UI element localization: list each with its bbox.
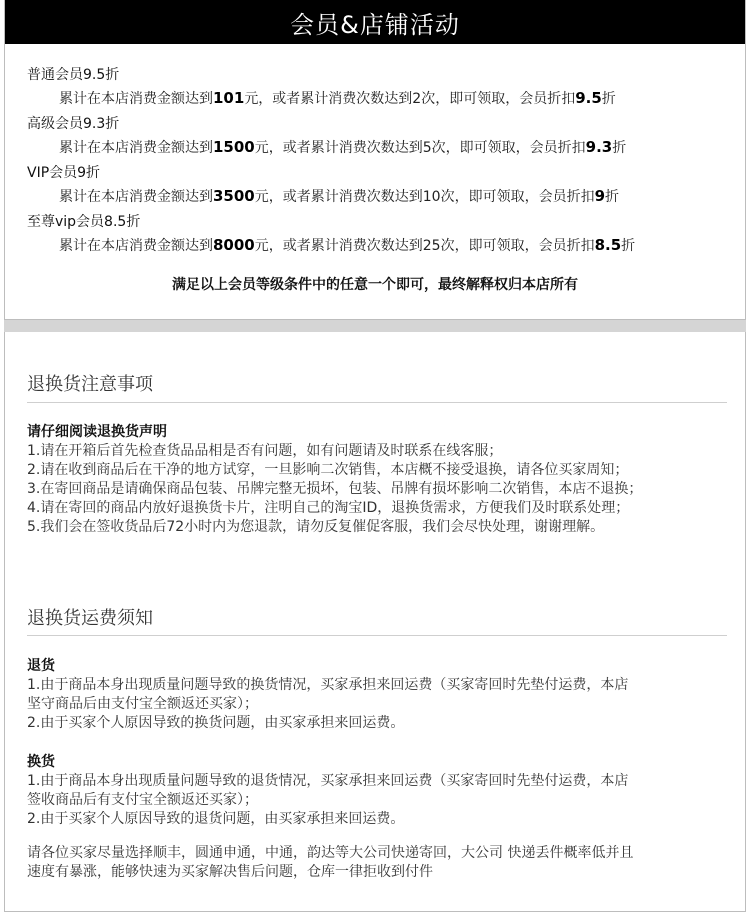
tier-amount: 3500 [213, 187, 255, 205]
tier-discount: 9.5 [575, 89, 602, 107]
returns-title: 退换货注意事项 [27, 374, 153, 395]
tier-description: 累计在本店消费金额达到3500元，或者累计消费次数达到10次，即可领取，会员折扣9折 [59, 187, 620, 205]
tier-description: 累计在本店消费金额达到1500元，或者累计消费次数达到5次，即可领取，会员折扣9.3折 [59, 138, 627, 156]
section-banner [5, 0, 745, 44]
tier-discount: 8.5 [594, 236, 622, 254]
tier-name: VIP会员9折 [27, 165, 101, 181]
tier-name: 普通会员9.5折 [27, 67, 120, 83]
returns-block [27, 422, 727, 537]
returns-line: 2.请在收到商品后在干净的地方试穿，一旦影响二次销售，本店概不接受退换，请各位买家周知； [27, 462, 629, 478]
shipping-title: 退换货运费须知 [27, 608, 153, 629]
exchange-block [27, 752, 727, 829]
tier-item [27, 162, 745, 209]
tier-discount: 9 [594, 187, 606, 205]
return-line: 1.由于商品本身出现质量问题导致的换货情况，买家承担来回运费（买家寄回时先垫付运费，本店 [27, 677, 629, 693]
return-block [27, 656, 727, 733]
tier-amount: 8000 [213, 236, 255, 254]
returns-line: 1.请在开箱后首先检查货品品相是否有问题，如有问题请及时联系在线客服； [27, 443, 503, 459]
tier-item [27, 64, 745, 111]
courier-note-line: 请各位买家尽量选择顺丰，圆通申通，中通，韵达等大公司快递寄回，大公司 快递丢件概率低并且 [27, 845, 634, 861]
tier-list [5, 44, 745, 258]
return-line: 坚守商品后由支付宝全额返还买家）； [27, 696, 258, 712]
exchange-line: 1.由于商品本身出现质量问题导致的退货情况，买家承担来回运费（买家寄回时先垫付运费，本店 [27, 773, 629, 789]
return-heading: 退货 [27, 658, 55, 674]
tier-discount: 9.3 [585, 138, 613, 156]
returns-heading: 请仔细阅读退换货声明 [27, 424, 167, 440]
exchange-line: 2.由于买家个人原因导致的退货问题，由买家承担来回运费。 [27, 811, 405, 827]
banner-title: 会员&店铺活动 [290, 10, 460, 39]
return-line: 2.由于买家个人原因导致的换货问题，由买家承担来回运费。 [27, 715, 405, 731]
title-rule [27, 402, 727, 403]
returns-section [4, 332, 746, 912]
returns-line: 5.我们会在签收货品后72小时内为您退款，请勿反复催促客服，我们会尽快处理，谢谢理解。 [27, 519, 605, 535]
tier-name: 至尊vip会员8.5折 [27, 214, 141, 230]
tier-item [27, 211, 745, 258]
courier-note [27, 844, 727, 882]
tier-item [27, 113, 745, 160]
section-divider [4, 320, 746, 332]
tier-description: 累计在本店消费金额达到8000元，或者累计消费次数达到25次，即可领取，会员折扣8.5折 [59, 236, 636, 254]
exchange-line: 签收商品后有支付宝全额返还买家）； [27, 792, 258, 808]
tier-name: 高级会员9.3折 [27, 116, 120, 132]
exchange-heading: 换货 [27, 754, 55, 770]
membership-section [4, 0, 746, 320]
tier-note: 满足以上会员等级条件中的任意一个即可，最终解释权归本店所有 [172, 277, 578, 293]
title-rule [27, 635, 727, 636]
returns-line: 4.请在寄回的商品内放好退换货卡片，注明自己的淘宝ID，退换货需求，方便我们及时联系处理； [27, 500, 630, 516]
tier-amount: 101 [213, 89, 245, 107]
tier-description: 累计在本店消费金额达到101元，或者累计消费次数达到2次，即可领取，会员折扣9.5折 [59, 89, 616, 107]
tier-amount: 1500 [213, 138, 255, 156]
returns-line: 3.在寄回商品是请确保商品包装、吊牌完整无损坏，包装、吊牌有损坏影响二次销售，本店不退换； [27, 481, 643, 497]
courier-note-line: 速度有暴涨，能够快速为买家解决售后问题，仓库一律拒收到付件 [27, 864, 433, 880]
